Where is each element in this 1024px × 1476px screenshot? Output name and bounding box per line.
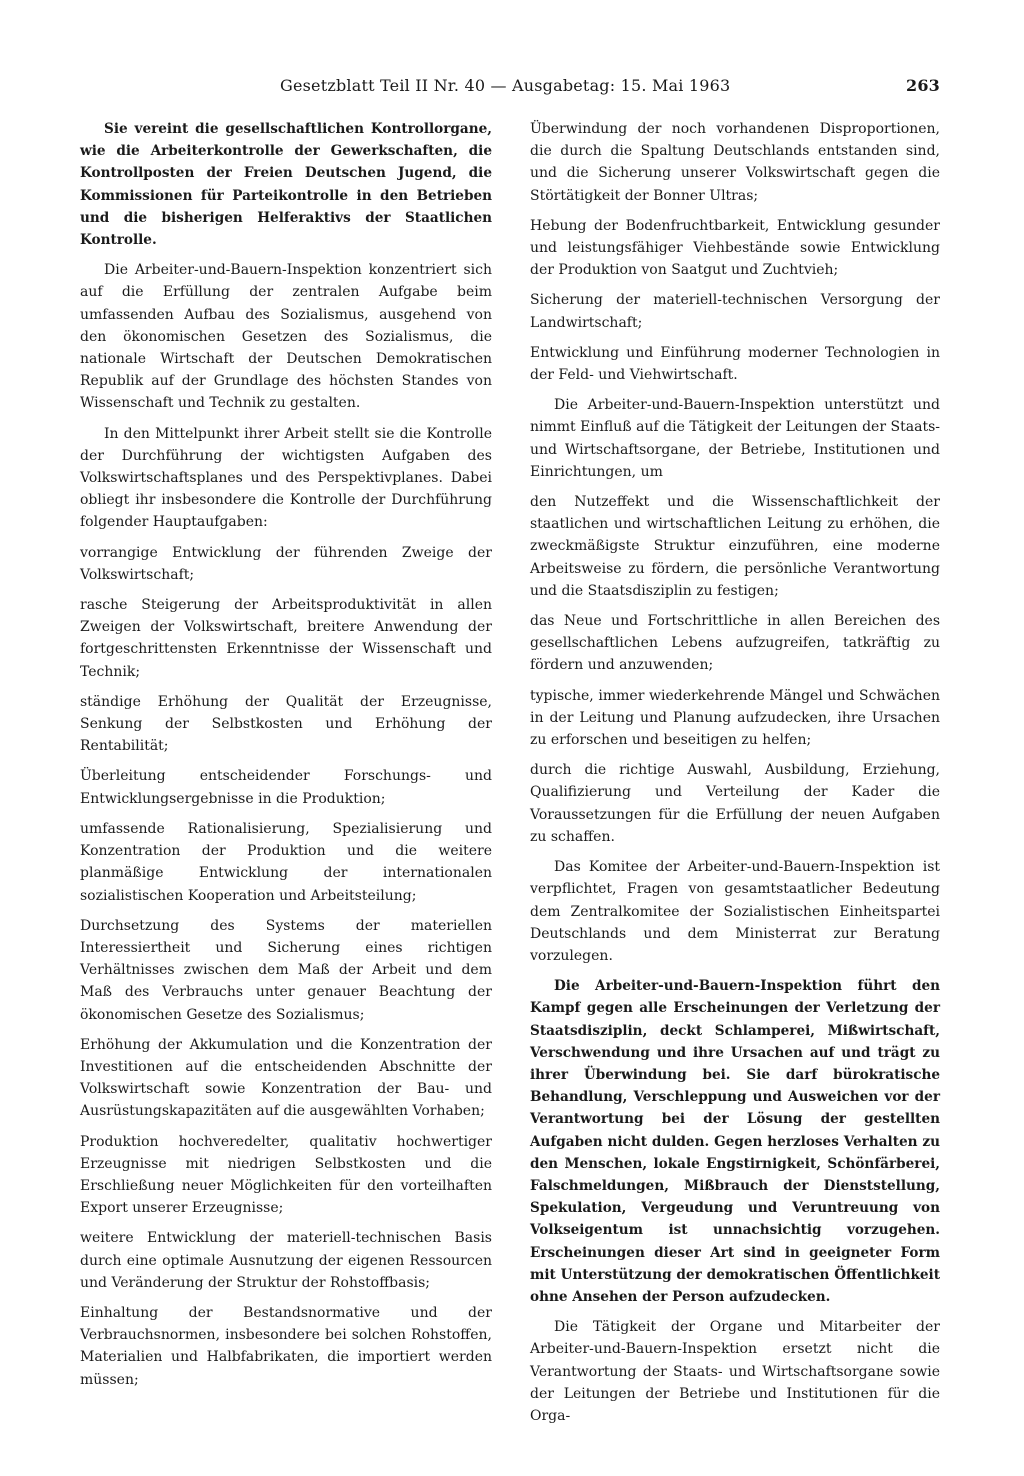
paragraph: vorrangige Entwicklung der führenden Zweige der Volkswirtschaft; [80, 544, 492, 583]
paragraph: Die Tätigkeit der Organe und Mitarbeiter der Arbeiter-und-Bauern-Inspektion ersetzt nicht die Verantwortung der Staats- und Wirtschaftsorgane sowie der Leitungen der Betriebe und Institutionen für die Orga- [530, 1319, 940, 1424]
page-header [0, 76, 1024, 106]
paragraph: Die Arbeiter-und-Bauern-Inspektion unterstützt und nimmt Einfluß auf die Tätigkeit der Leitungen der Staats- und Wirtschaftsorgane, der Betriebe, Institutionen und Einrichtungen, um [530, 397, 940, 480]
paragraph: rasche Steigerung der Arbeitsproduktivität in allen Zweigen der Volkswirtschaft, breitere Anwendung der fortgeschrittensten Erkenntnisse der Wissenschaft und Technik; [80, 597, 492, 680]
paragraph: Hebung der Bodenfruchtbarkeit, Entwicklung gesunder und leistungsfähiger Viehbestände sowie Entwicklung der Produktion von Saatgut und Zuchtvieh; [530, 217, 940, 279]
paragraph: Produktion hochveredelter, qualitativ hochwertiger Erzeugnisse mit niedrigen Selbstkosten und die Erschließung neuer Möglichkeiten für den vorteilhaften Export unserer Erzeugnisse; [80, 1133, 492, 1217]
paragraph: durch die richtige Auswahl, Ausbildung, Erziehung, Qualifizierung und Verteilung der Kader die Voraussetzungen für die Erfüllung der neuen Aufgaben zu schaffen. [530, 762, 940, 845]
paragraph: ständige Erhöhung der Qualität der Erzeugnisse, Senkung der Selbstkosten und Erhöhung der Rentabilität; [80, 693, 492, 755]
paragraph: Die Arbeiter-und-Bauern-Inspektion konzentriert sich auf die Erfüllung der zentralen Aufgabe beim umfassenden Aufbau des Sozialismus, ausgehend von den ökonomischen Gesetzen des Sozialismus, die nationale Wirtschaft der Deutschen Demokratischen Republik auf der Grundlage des höchsten Standes von Wissenschaft und Technik zu gestalten. [80, 262, 492, 412]
paragraph: Sie vereint die gesellschaftlichen Kontrollorgane, wie die Arbeiterkontrolle der Gewerkschaften, die Kontrollposten der Freien Deutschen Jugend, die Kommissionen für Parteikontrolle in den Betrieben und die bisherigen Helferaktivs der Staatlichen Kontrolle. [80, 121, 492, 249]
paragraph: Durchsetzung des Systems der materiellen Interessiertheit und Sicherung eines richtigen Verhältnisses zwischen dem Maß der Arbeit und dem Maß des Verbrauchs unter genauer Beachtung der ökonomischen Gesetze des Sozialismus; [80, 917, 492, 1023]
paragraph: umfassende Rationalisierung, Spezialisierung und Konzentration der Produktion und die weitere planmäßige Entwicklung der internationalen sozialistischen Kooperation und Arbeitsteilung; [80, 820, 492, 904]
paragraph: Entwicklung und Einführung moderner Technologien in der Feld- und Viehwirtschaft. [530, 344, 940, 384]
paragraph: Erhöhung der Akkumulation und die Konzentration der Investitionen auf die entscheidenden Abschnitte der Volkswirtschaft sowie Konzentration der Bau- und Ausrüstungskapazitäten auf die ausgewählten Vorhaben; [80, 1036, 492, 1120]
header-title: Gesetzblatt Teil II Nr. 40 — Ausgabetag: 15. Mai 1963 [280, 76, 731, 95]
paragraph: Einhaltung der Bestandsnormative und der Verbrauchsnormen, insbesondere bei solchen Rohstoffen, Materialien und Halbfabrikaten, die importiert werden müssen; [80, 1304, 492, 1388]
paragraph: den Nutzeffekt und die Wissenschaftlichkeit der staatlichen und wirtschaftlichen Leitung zu erhöhen, die zweckmäßigste Struktur einzuführen, eine moderne Arbeitsweise zu fördern, die persönliche Verantwortung und die Staatsdisziplin zu festigen; [530, 494, 940, 599]
paragraph: Das Komitee der Arbeiter-und-Bauern-Inspektion ist verpflichtet, Fragen von gesamtstaatlicher Bedeutung dem Zentralkomitee der Sozialistischen Einheitspartei Deutschlands und dem Ministerrat zur Beratung vorzulegen. [530, 859, 940, 964]
paragraph: In den Mittelpunkt ihrer Arbeit stellt sie die Kontrolle der Durchführung der wichtigsten Aufgaben des Volkswirtschaftsplanes und des Perspektivplanes. Dabei obliegt ihr insbesondere die Kontrolle der Durchführung folgender Hauptaufgaben: [80, 425, 492, 531]
paragraph: Sicherung der materiell-technischen Versorgung der Landwirtschaft; [530, 292, 940, 331]
paragraph: typische, immer wiederkehrende Mängel und Schwächen in der Leitung und Planung aufzudecken, ihre Ursachen zu erforschen und beseitigen zu helfen; [530, 687, 940, 749]
paragraph: das Neue und Fortschrittliche in allen Bereichen des gesellschaftlichen Lebens aufzugreifen, tatkräftig zu fördern und anzuwenden; [530, 613, 940, 674]
page-number: 263 [906, 76, 940, 95]
left-column [80, 118, 492, 1399]
paragraph: Überleitung entscheidender Forschungs- und Entwicklungsergebnisse in die Produktion; [80, 768, 492, 807]
paragraph: Überwindung der noch vorhandenen Disproportionen, die durch die Spaltung Deutschlands entstanden sind, und die Sicherung unserer Volkswirtschaft gegen die Störtätigkeit der Bonner Ultras; [530, 121, 940, 204]
paragraph: weitere Entwicklung der materiell-technischen Basis durch eine optimale Ausnutzung der eigenen Ressourcen und Veränderung der Struktur der Rohstoffbasis; [80, 1230, 492, 1291]
right-column [530, 118, 940, 1435]
paragraph: Die Arbeiter-und-Bauern-Inspektion führt den Kampf gegen alle Erscheinungen der Verletzung der Staatsdisziplin, deckt Schlamperei, Mißwirtschaft, Verschwendung und ihre Ursachen auf und trägt zu ihrer Überwindung bei. Sie darf bürokratische Behandlung, Verschleppung und Ausweichen vor der Verantwortung bei der Lösung der gestellten Aufgaben nicht dulden. Gegen herzloses Verhalten zu den Menschen, lokale Engstirnigkeit, Schönfärberei, Falschmeldungen, Mißbrauch der Dienststellung, Spekulation, Vergeudung und Veruntreuung von Volkseigentum ist unnachsichtig vorzugehen. Erscheinungen dieser Art sind in geeigneter Form mit Unterstützung der demokratischen Öffentlichkeit ohne Ansehen der Person aufzudecken. [530, 978, 940, 1305]
